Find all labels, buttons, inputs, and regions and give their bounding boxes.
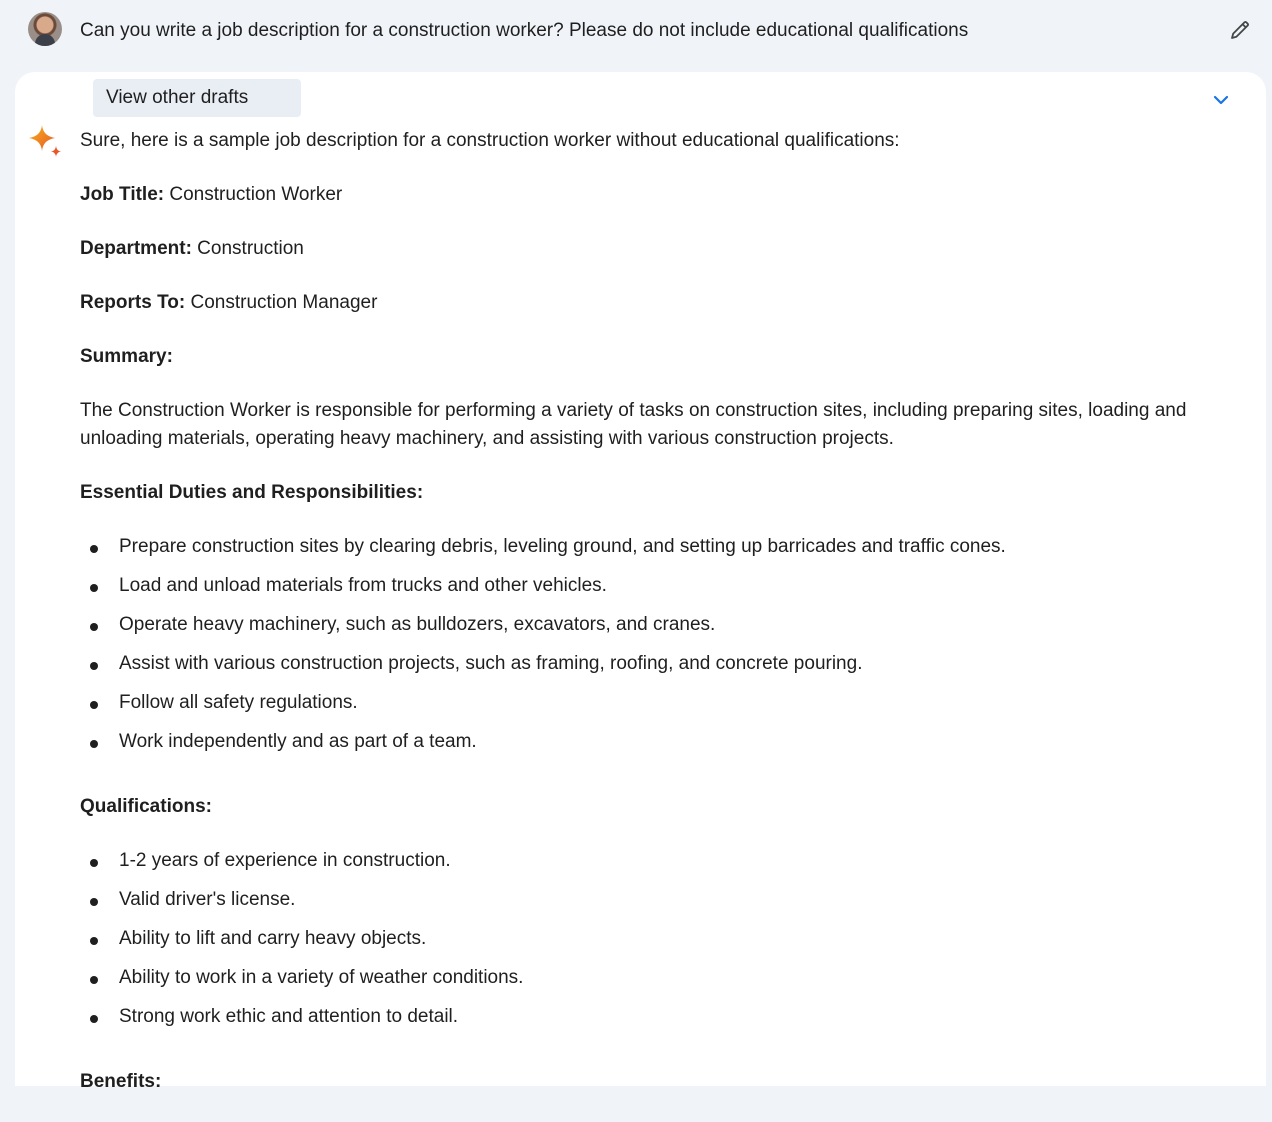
list-item: 1-2 years of experience in construction. bbox=[80, 847, 1230, 886]
qualifications-list bbox=[80, 847, 1230, 1042]
list-item: Strong work ethic and attention to detail. bbox=[80, 1003, 1230, 1042]
user-avatar[interactable] bbox=[28, 12, 62, 46]
list-item: Prepare construction sites by clearing debris, leveling ground, and setting up barricades and traffic cones. bbox=[80, 533, 1230, 572]
chevron-down-icon[interactable] bbox=[1209, 88, 1233, 112]
list-item: Assist with various construction projects, such as framing, roofing, and concrete pouring. bbox=[80, 650, 1230, 689]
list-item: Ability to lift and carry heavy objects. bbox=[80, 925, 1230, 964]
summary-heading-text: Summary: bbox=[80, 346, 173, 367]
chevron-down-svg bbox=[1209, 88, 1233, 112]
response-intro: Sure, here is a sample job description for a construction worker without educational qualifications: bbox=[80, 130, 900, 151]
duties-heading bbox=[80, 479, 1230, 507]
job-title-line bbox=[80, 181, 1230, 209]
department-label: Department: bbox=[80, 238, 192, 259]
summary-text: The Construction Worker is responsible for performing a variety of tasks on construction sites, including preparing sites, loading and unloading materials, operating heavy machinery, and assisting with various construction projects. bbox=[80, 400, 1187, 449]
list-item: Work independently and as part of a team. bbox=[80, 728, 1230, 767]
duties-heading-text: Essential Duties and Responsibilities: bbox=[80, 482, 424, 503]
reports-to-line bbox=[80, 289, 1230, 317]
job-title-label: Job Title: bbox=[80, 184, 165, 205]
pencil-icon-svg bbox=[1228, 18, 1252, 42]
list-item: Operate heavy machinery, such as bulldozers, excavators, and cranes. bbox=[80, 611, 1230, 650]
view-other-drafts-button[interactable]: View other drafts bbox=[93, 79, 301, 117]
benefits-heading bbox=[80, 1068, 1230, 1096]
department-line bbox=[80, 235, 1230, 263]
list-item: Ability to work in a variety of weather conditions. bbox=[80, 964, 1230, 1003]
response-body bbox=[80, 127, 1230, 1122]
duties-list bbox=[80, 533, 1230, 767]
job-title-value: Construction Worker bbox=[164, 184, 343, 205]
reports-to-value: Construction Manager bbox=[185, 292, 378, 313]
list-item: Load and unload materials from trucks and other vehicles. bbox=[80, 572, 1230, 611]
user-prompt-row bbox=[0, 0, 1272, 62]
qualifications-heading bbox=[80, 793, 1230, 821]
reports-to-label: Reports To: bbox=[80, 292, 186, 313]
gemini-spark-icon bbox=[28, 124, 62, 158]
list-item: Valid driver's license. bbox=[80, 886, 1230, 925]
qualifications-heading-text: Qualifications: bbox=[80, 796, 212, 817]
list-item: Follow all safety regulations. bbox=[80, 689, 1230, 728]
department-value: Construction bbox=[191, 238, 304, 259]
benefits-heading-text: Benefits: bbox=[80, 1071, 162, 1092]
prompt-text: Can you write a job description for a construction worker? Please do not include educational qualifications bbox=[80, 20, 969, 41]
edit-icon[interactable] bbox=[1228, 18, 1252, 42]
summary-heading bbox=[80, 343, 1230, 371]
